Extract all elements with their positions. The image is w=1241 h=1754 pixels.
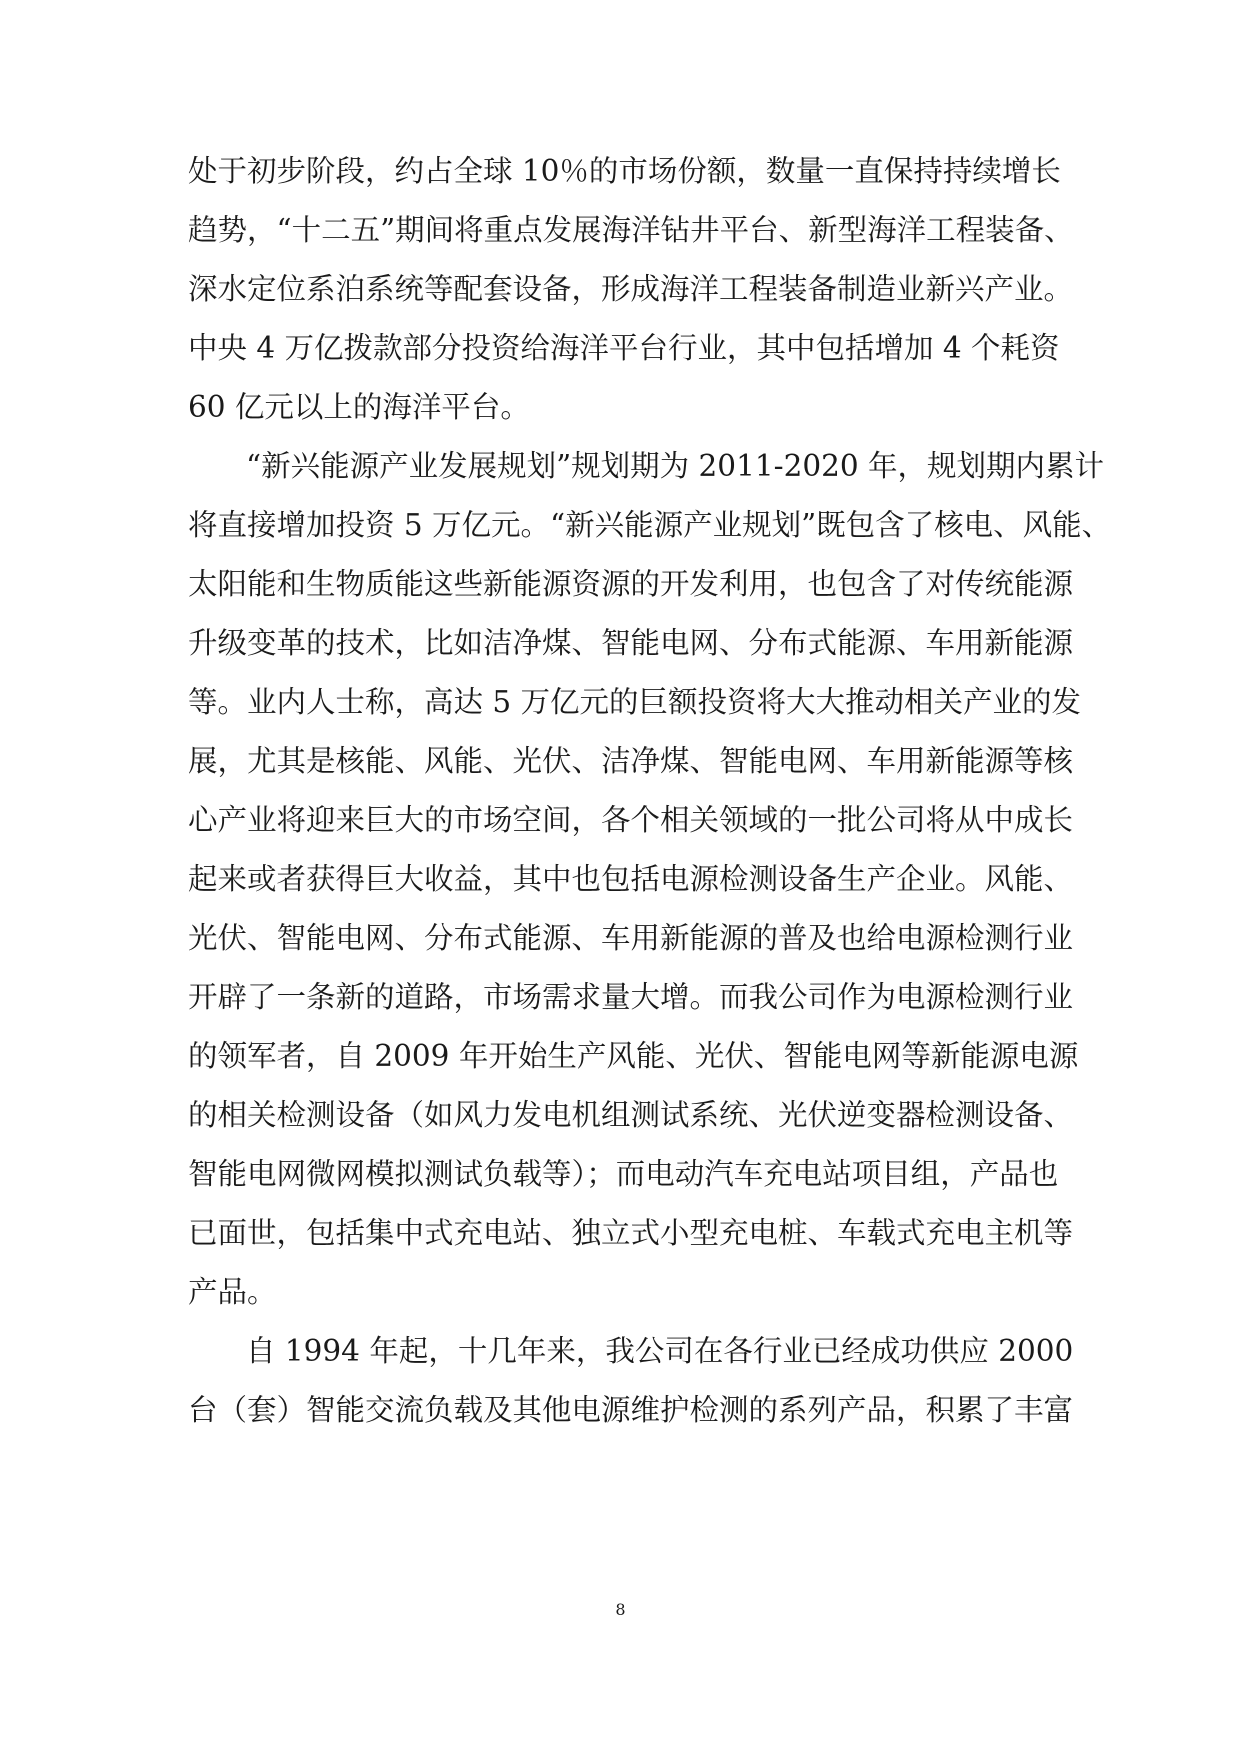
- text-line: 起来或者获得巨大收益，其中也包括电源检测设备生产企业。风能、: [188, 862, 1074, 896]
- text-line: 60 亿元以上的海洋平台。: [188, 390, 530, 424]
- text-line: 升级变革的技术，比如洁净煤、智能电网、分布式能源、车用新能源: [188, 626, 1074, 660]
- text-line: 心产业将迎来巨大的市场空间，各个相关领域的一批公司将从中成长: [188, 803, 1074, 837]
- text-line: 展，尤其是核能、风能、光伏、洁净煤、智能电网、车用新能源等核: [188, 744, 1074, 778]
- text-line: 将直接增加投资 5 万亿元。“新兴能源产业规划”既包含了核电、风能、: [188, 508, 1112, 542]
- text-line: 处于初步阶段，约占全球 10％的市场份额，数量一直保持持续增长: [188, 154, 1061, 188]
- text-line: 台（套）智能交流负载及其他电源维护检测的系列产品，积累了丰富: [188, 1393, 1074, 1427]
- text-line: 中央 4 万亿拨款部分投资给海洋平台行业，其中包括增加 4 个耗资: [188, 331, 1060, 365]
- page-number: 8: [615, 1600, 626, 1619]
- text-line: 太阳能和生物质能这些新能源资源的开发利用，也包含了对传统能源: [188, 567, 1074, 601]
- text-line: 等。业内人士称，高达 5 万亿元的巨额投资将大大推动相关产业的发: [188, 685, 1082, 719]
- text-line: 的领军者，自 2009 年开始生产风能、光伏、智能电网等新能源电源: [188, 1039, 1079, 1073]
- paragraph-first-line: 自 1994 年起，十几年来，我公司在各行业已经成功供应 2000: [246, 1334, 1074, 1368]
- text-line: 开辟了一条新的道路，市场需求量大增。而我公司作为电源检测行业: [188, 980, 1074, 1014]
- text-line: 光伏、智能电网、分布式能源、车用新能源的普及也给电源检测行业: [188, 921, 1074, 955]
- paragraph-first-line: “新兴能源产业发展规划”规划期为 2011-2020 年，规划期内累计: [246, 449, 1105, 483]
- text-line: 产品。: [188, 1275, 277, 1309]
- text-line: 深水定位系泊系统等配套设备，形成海洋工程装备制造业新兴产业。: [188, 272, 1074, 306]
- text-line: 的相关检测设备（如风力发电机组测试系统、光伏逆变器检测设备、: [188, 1098, 1074, 1132]
- text-line: 趋势，“十二五”期间将重点发展海洋钻井平台、新型海洋工程装备、: [188, 213, 1074, 247]
- text-line: 智能电网微网模拟测试负载等）；而电动汽车充电站项目组，产品也: [188, 1157, 1059, 1191]
- text-line: 已面世，包括集中式充电站、独立式小型充电桩、车载式充电主机等: [188, 1216, 1074, 1250]
